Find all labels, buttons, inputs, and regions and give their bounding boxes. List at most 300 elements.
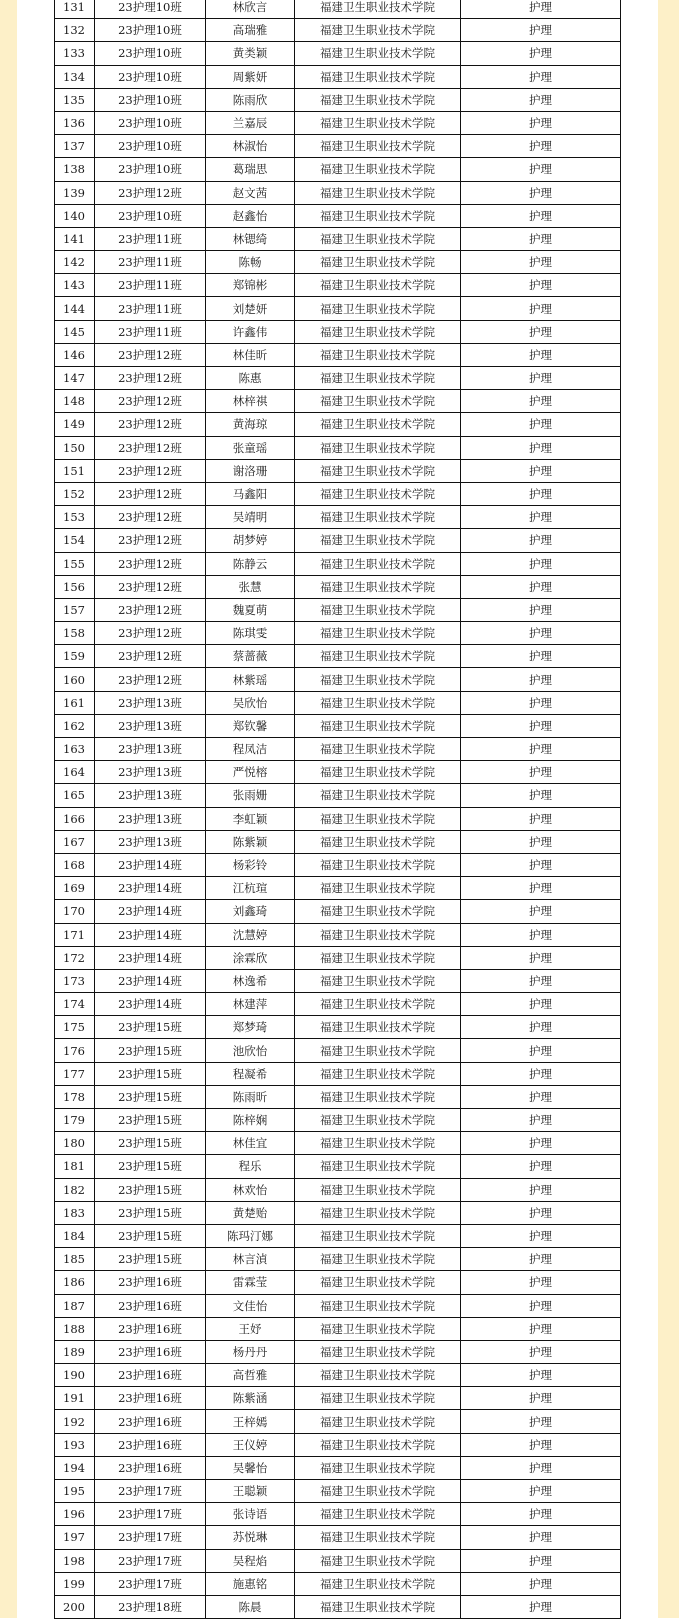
school-cell: 福建卫生职业技术学院 (295, 88, 461, 111)
student-name-cell: 林淑怡 (206, 135, 295, 158)
row-number-cell: 196 (55, 1503, 95, 1526)
class-cell: 23护理16班 (95, 1317, 206, 1340)
row-number-cell: 200 (55, 1595, 95, 1618)
table-row (55, 181, 621, 204)
table-row (55, 923, 621, 946)
school-cell: 福建卫生职业技术学院 (295, 993, 461, 1016)
class-cell: 23护理10班 (95, 135, 206, 158)
class-cell: 23护理17班 (95, 1526, 206, 1549)
student-name-cell: 陈紫涵 (206, 1387, 295, 1410)
major-cell: 护理 (461, 297, 621, 320)
school-cell: 福建卫生职业技术学院 (295, 274, 461, 297)
student-name-cell: 周紫妍 (206, 65, 295, 88)
row-number-cell: 142 (55, 251, 95, 274)
table-row (55, 1016, 621, 1039)
class-cell: 23护理15班 (95, 1178, 206, 1201)
row-number-cell: 143 (55, 274, 95, 297)
school-cell: 福建卫生职业技术学院 (295, 19, 461, 42)
school-cell: 福建卫生职业技术学院 (295, 622, 461, 645)
student-name-cell: 林佳宜 (206, 1132, 295, 1155)
student-name-cell: 林欢怡 (206, 1178, 295, 1201)
school-cell: 福建卫生职业技术学院 (295, 1480, 461, 1503)
class-cell: 23护理12班 (95, 482, 206, 505)
class-cell: 23护理12班 (95, 390, 206, 413)
major-cell: 护理 (461, 853, 621, 876)
school-cell: 福建卫生职业技术学院 (295, 1224, 461, 1247)
row-number-cell: 192 (55, 1410, 95, 1433)
class-cell: 23护理13班 (95, 761, 206, 784)
table-row (55, 946, 621, 969)
school-cell: 福建卫生职业技术学院 (295, 1549, 461, 1572)
class-cell: 23护理14班 (95, 877, 206, 900)
table-row (55, 1595, 621, 1618)
student-name-cell: 杨丹丹 (206, 1340, 295, 1363)
student-name-cell: 沈慧婷 (206, 923, 295, 946)
student-name-cell: 黄楚贻 (206, 1201, 295, 1224)
row-number-cell: 168 (55, 853, 95, 876)
row-number-cell: 163 (55, 738, 95, 761)
class-cell: 23护理14班 (95, 923, 206, 946)
major-cell: 护理 (461, 552, 621, 575)
class-cell: 23护理12班 (95, 343, 206, 366)
table-row (55, 158, 621, 181)
school-cell: 福建卫生职业技术学院 (295, 1364, 461, 1387)
major-cell: 护理 (461, 390, 621, 413)
class-cell: 23护理18班 (95, 1595, 206, 1618)
document-sheet (17, 0, 658, 1618)
row-number-cell: 150 (55, 436, 95, 459)
class-cell: 23护理16班 (95, 1271, 206, 1294)
row-number-cell: 190 (55, 1364, 95, 1387)
major-cell: 护理 (461, 1132, 621, 1155)
student-name-cell: 雷霖莹 (206, 1271, 295, 1294)
major-cell: 护理 (461, 1248, 621, 1271)
major-cell: 护理 (461, 1224, 621, 1247)
school-cell: 福建卫生职业技术学院 (295, 738, 461, 761)
school-cell: 福建卫生职业技术学院 (295, 1271, 461, 1294)
table-row (55, 877, 621, 900)
table-row (55, 900, 621, 923)
major-cell: 护理 (461, 111, 621, 134)
class-cell: 23护理16班 (95, 1410, 206, 1433)
class-cell: 23护理14班 (95, 853, 206, 876)
table-row (55, 274, 621, 297)
table-row (55, 506, 621, 529)
student-name-cell: 林逸希 (206, 969, 295, 992)
student-name-cell: 胡梦婷 (206, 529, 295, 552)
class-cell: 23护理17班 (95, 1503, 206, 1526)
major-cell: 护理 (461, 1271, 621, 1294)
table-row (55, 367, 621, 390)
class-cell: 23护理16班 (95, 1294, 206, 1317)
class-cell: 23护理15班 (95, 1016, 206, 1039)
row-number-cell: 134 (55, 65, 95, 88)
major-cell: 护理 (461, 1317, 621, 1340)
school-cell: 福建卫生职业技术学院 (295, 1526, 461, 1549)
major-cell: 护理 (461, 0, 621, 19)
student-name-cell: 张诗语 (206, 1503, 295, 1526)
class-cell: 23护理12班 (95, 459, 206, 482)
major-cell: 护理 (461, 761, 621, 784)
school-cell: 福建卫生职业技术学院 (295, 1294, 461, 1317)
major-cell: 护理 (461, 204, 621, 227)
student-name-cell: 池欣怡 (206, 1039, 295, 1062)
row-number-cell: 136 (55, 111, 95, 134)
table-row (55, 1224, 621, 1247)
major-cell: 护理 (461, 158, 621, 181)
class-cell: 23护理17班 (95, 1549, 206, 1572)
student-name-cell: 王梓嫣 (206, 1410, 295, 1433)
table-row (55, 1271, 621, 1294)
major-cell: 护理 (461, 1480, 621, 1503)
row-number-cell: 197 (55, 1526, 95, 1549)
table-row (55, 88, 621, 111)
major-cell: 护理 (461, 367, 621, 390)
major-cell: 护理 (461, 42, 621, 65)
table-row (55, 969, 621, 992)
class-cell: 23护理15班 (95, 1132, 206, 1155)
row-number-cell: 194 (55, 1456, 95, 1479)
student-name-cell: 王仪婷 (206, 1433, 295, 1456)
row-number-cell: 155 (55, 552, 95, 575)
school-cell: 福建卫生职业技术学院 (295, 714, 461, 737)
major-cell: 护理 (461, 1410, 621, 1433)
table-row (55, 668, 621, 691)
major-cell: 护理 (461, 1503, 621, 1526)
student-name-cell: 吴程焰 (206, 1549, 295, 1572)
table-row (55, 784, 621, 807)
school-cell: 福建卫生职业技术学院 (295, 877, 461, 900)
student-name-cell: 黄类颖 (206, 42, 295, 65)
class-cell: 23护理15班 (95, 1248, 206, 1271)
student-name-cell: 涂霖欣 (206, 946, 295, 969)
row-number-cell: 132 (55, 19, 95, 42)
table-row (55, 853, 621, 876)
table-row (55, 807, 621, 830)
class-cell: 23护理12班 (95, 181, 206, 204)
class-cell: 23护理12班 (95, 598, 206, 621)
major-cell: 护理 (461, 830, 621, 853)
row-number-cell: 159 (55, 645, 95, 668)
student-name-cell: 林言湞 (206, 1248, 295, 1271)
major-cell: 护理 (461, 1062, 621, 1085)
table-row (55, 1526, 621, 1549)
student-name-cell: 郑钦馨 (206, 714, 295, 737)
major-cell: 护理 (461, 1387, 621, 1410)
table-row (55, 738, 621, 761)
major-cell: 护理 (461, 181, 621, 204)
school-cell: 福建卫生职业技术学院 (295, 65, 461, 88)
row-number-cell: 149 (55, 413, 95, 436)
school-cell: 福建卫生职业技术学院 (295, 575, 461, 598)
row-number-cell: 151 (55, 459, 95, 482)
major-cell: 护理 (461, 343, 621, 366)
major-cell: 护理 (461, 1155, 621, 1178)
table-row (55, 1480, 621, 1503)
school-cell: 福建卫生职业技术学院 (295, 42, 461, 65)
school-cell: 福建卫生职业技术学院 (295, 1201, 461, 1224)
row-number-cell: 153 (55, 506, 95, 529)
class-cell: 23护理15班 (95, 1155, 206, 1178)
student-name-cell: 程凝希 (206, 1062, 295, 1085)
table-row (55, 1178, 621, 1201)
row-number-cell: 177 (55, 1062, 95, 1085)
class-cell: 23护理17班 (95, 1480, 206, 1503)
major-cell: 护理 (461, 1595, 621, 1618)
class-cell: 23护理13班 (95, 738, 206, 761)
student-name-cell: 杨彩铃 (206, 853, 295, 876)
student-name-cell: 张慧 (206, 575, 295, 598)
table-row (55, 111, 621, 134)
school-cell: 福建卫生职业技术学院 (295, 204, 461, 227)
student-name-cell: 陈玛汀娜 (206, 1224, 295, 1247)
table-row (55, 993, 621, 1016)
school-cell: 福建卫生职业技术学院 (295, 343, 461, 366)
school-cell: 福建卫生职业技术学院 (295, 1410, 461, 1433)
student-name-cell: 张童瑶 (206, 436, 295, 459)
major-cell: 护理 (461, 1085, 621, 1108)
class-cell: 23护理10班 (95, 88, 206, 111)
major-cell: 护理 (461, 668, 621, 691)
student-name-cell: 魏夏萌 (206, 598, 295, 621)
table-row (55, 413, 621, 436)
table-row (55, 645, 621, 668)
class-cell: 23护理12班 (95, 575, 206, 598)
school-cell: 福建卫生职业技术学院 (295, 900, 461, 923)
row-number-cell: 175 (55, 1016, 95, 1039)
row-number-cell: 154 (55, 529, 95, 552)
student-name-cell: 林紫瑶 (206, 668, 295, 691)
row-number-cell: 147 (55, 367, 95, 390)
class-cell: 23护理14班 (95, 969, 206, 992)
row-number-cell: 170 (55, 900, 95, 923)
student-name-cell: 王妤 (206, 1317, 295, 1340)
class-cell: 23护理17班 (95, 1572, 206, 1595)
row-number-cell: 140 (55, 204, 95, 227)
student-name-cell: 郑梦琦 (206, 1016, 295, 1039)
school-cell: 福建卫生职业技术学院 (295, 0, 461, 19)
row-number-cell: 186 (55, 1271, 95, 1294)
class-cell: 23护理13班 (95, 714, 206, 737)
major-cell: 护理 (461, 1433, 621, 1456)
class-cell: 23护理13班 (95, 830, 206, 853)
student-name-cell: 陈惠 (206, 367, 295, 390)
school-cell: 福建卫生职业技术学院 (295, 1387, 461, 1410)
student-name-cell: 高瑞雅 (206, 19, 295, 42)
row-number-cell: 172 (55, 946, 95, 969)
row-number-cell: 188 (55, 1317, 95, 1340)
class-cell: 23护理16班 (95, 1433, 206, 1456)
row-number-cell: 146 (55, 343, 95, 366)
table-row (55, 0, 621, 19)
major-cell: 护理 (461, 969, 621, 992)
school-cell: 福建卫生职业技术学院 (295, 1132, 461, 1155)
student-name-cell: 林建萍 (206, 993, 295, 1016)
row-number-cell: 181 (55, 1155, 95, 1178)
row-number-cell: 145 (55, 320, 95, 343)
school-cell: 福建卫生职业技术学院 (295, 320, 461, 343)
right-margin-band (658, 0, 679, 1618)
class-cell: 23护理10班 (95, 111, 206, 134)
major-cell: 护理 (461, 227, 621, 250)
row-number-cell: 195 (55, 1480, 95, 1503)
table-row (55, 1503, 621, 1526)
student-name-cell: 江杭瑄 (206, 877, 295, 900)
row-number-cell: 179 (55, 1109, 95, 1132)
row-number-cell: 164 (55, 761, 95, 784)
student-name-cell: 蔡蔷薇 (206, 645, 295, 668)
table-row (55, 529, 621, 552)
row-number-cell: 141 (55, 227, 95, 250)
table-row (55, 1549, 621, 1572)
row-number-cell: 165 (55, 784, 95, 807)
row-number-cell: 180 (55, 1132, 95, 1155)
row-number-cell: 167 (55, 830, 95, 853)
major-cell: 护理 (461, 738, 621, 761)
school-cell: 福建卫生职业技术学院 (295, 1016, 461, 1039)
class-cell: 23护理15班 (95, 1224, 206, 1247)
school-cell: 福建卫生职业技术学院 (295, 251, 461, 274)
student-name-cell: 赵文茜 (206, 181, 295, 204)
school-cell: 福建卫生职业技术学院 (295, 761, 461, 784)
class-cell: 23护理15班 (95, 1201, 206, 1224)
school-cell: 福建卫生职业技术学院 (295, 367, 461, 390)
table-row (55, 575, 621, 598)
class-cell: 23护理13班 (95, 691, 206, 714)
table-row (55, 459, 621, 482)
row-number-cell: 139 (55, 181, 95, 204)
major-cell: 护理 (461, 436, 621, 459)
major-cell: 护理 (461, 1016, 621, 1039)
row-number-cell: 176 (55, 1039, 95, 1062)
major-cell: 护理 (461, 482, 621, 505)
table-row (55, 343, 621, 366)
class-cell: 23护理14班 (95, 993, 206, 1016)
major-cell: 护理 (461, 598, 621, 621)
class-cell: 23护理12班 (95, 367, 206, 390)
school-cell: 福建卫生职业技术学院 (295, 1248, 461, 1271)
major-cell: 护理 (461, 993, 621, 1016)
class-cell: 23护理13班 (95, 784, 206, 807)
student-name-cell: 葛瑞思 (206, 158, 295, 181)
table-row (55, 1317, 621, 1340)
student-name-cell: 陈雨欣 (206, 88, 295, 111)
student-name-cell: 苏悦琳 (206, 1526, 295, 1549)
class-cell: 23护理13班 (95, 807, 206, 830)
row-number-cell: 174 (55, 993, 95, 1016)
row-number-cell: 183 (55, 1201, 95, 1224)
student-name-cell: 马鑫阳 (206, 482, 295, 505)
student-name-cell: 黄海琼 (206, 413, 295, 436)
major-cell: 护理 (461, 413, 621, 436)
school-cell: 福建卫生职业技术学院 (295, 1039, 461, 1062)
left-margin-band (0, 0, 17, 1618)
major-cell: 护理 (461, 1572, 621, 1595)
major-cell: 护理 (461, 1526, 621, 1549)
school-cell: 福建卫生职业技术学院 (295, 1178, 461, 1201)
table-row (55, 1433, 621, 1456)
school-cell: 福建卫生职业技术学院 (295, 181, 461, 204)
row-number-cell: 189 (55, 1340, 95, 1363)
major-cell: 护理 (461, 784, 621, 807)
major-cell: 护理 (461, 506, 621, 529)
major-cell: 护理 (461, 529, 621, 552)
row-number-cell: 185 (55, 1248, 95, 1271)
major-cell: 护理 (461, 807, 621, 830)
school-cell: 福建卫生职业技术学院 (295, 1085, 461, 1108)
student-name-cell: 兰嘉辰 (206, 111, 295, 134)
table-row (55, 1085, 621, 1108)
student-name-cell: 郑锦彬 (206, 274, 295, 297)
class-cell: 23护理10班 (95, 158, 206, 181)
row-number-cell: 173 (55, 969, 95, 992)
class-cell: 23护理10班 (95, 19, 206, 42)
student-name-cell: 陈雨昕 (206, 1085, 295, 1108)
school-cell: 福建卫生职业技术学院 (295, 946, 461, 969)
row-number-cell: 131 (55, 0, 95, 19)
table-row (55, 1039, 621, 1062)
student-name-cell: 陈紫颖 (206, 830, 295, 853)
row-number-cell: 148 (55, 390, 95, 413)
class-cell: 23护理12班 (95, 668, 206, 691)
school-cell: 福建卫生职业技术学院 (295, 1456, 461, 1479)
school-cell: 福建卫生职业技术学院 (295, 923, 461, 946)
class-cell: 23护理12班 (95, 413, 206, 436)
table-row (55, 1109, 621, 1132)
student-name-cell: 施惠铭 (206, 1572, 295, 1595)
class-cell: 23护理15班 (95, 1039, 206, 1062)
table-row (55, 1410, 621, 1433)
school-cell: 福建卫生职业技术学院 (295, 853, 461, 876)
table-row (55, 1387, 621, 1410)
student-name-cell: 许鑫伟 (206, 320, 295, 343)
student-name-cell: 吴靖明 (206, 506, 295, 529)
school-cell: 福建卫生职业技术学院 (295, 1595, 461, 1618)
school-cell: 福建卫生职业技术学院 (295, 413, 461, 436)
student-name-cell: 陈梓娴 (206, 1109, 295, 1132)
school-cell: 福建卫生职业技术学院 (295, 598, 461, 621)
major-cell: 护理 (461, 1456, 621, 1479)
major-cell: 护理 (461, 1549, 621, 1572)
table-row (55, 320, 621, 343)
major-cell: 护理 (461, 135, 621, 158)
table-row (55, 65, 621, 88)
major-cell: 护理 (461, 575, 621, 598)
class-cell: 23护理14班 (95, 946, 206, 969)
student-name-cell: 陈静云 (206, 552, 295, 575)
student-name-cell: 林锶绮 (206, 227, 295, 250)
class-cell: 23护理12班 (95, 436, 206, 459)
student-name-cell: 程乐 (206, 1155, 295, 1178)
student-name-cell: 刘鑫琦 (206, 900, 295, 923)
school-cell: 福建卫生职业技术学院 (295, 691, 461, 714)
major-cell: 护理 (461, 691, 621, 714)
table-row (55, 1248, 621, 1271)
class-cell: 23护理11班 (95, 227, 206, 250)
major-cell: 护理 (461, 946, 621, 969)
class-cell: 23护理15班 (95, 1085, 206, 1108)
school-cell: 福建卫生职业技术学院 (295, 1503, 461, 1526)
table-row (55, 390, 621, 413)
table-row (55, 552, 621, 575)
row-number-cell: 198 (55, 1549, 95, 1572)
row-number-cell: 166 (55, 807, 95, 830)
school-cell: 福建卫生职业技术学院 (295, 1109, 461, 1132)
class-cell: 23护理16班 (95, 1340, 206, 1363)
student-name-cell: 王聪颖 (206, 1480, 295, 1503)
class-cell: 23护理10班 (95, 0, 206, 19)
table-row (55, 1155, 621, 1178)
